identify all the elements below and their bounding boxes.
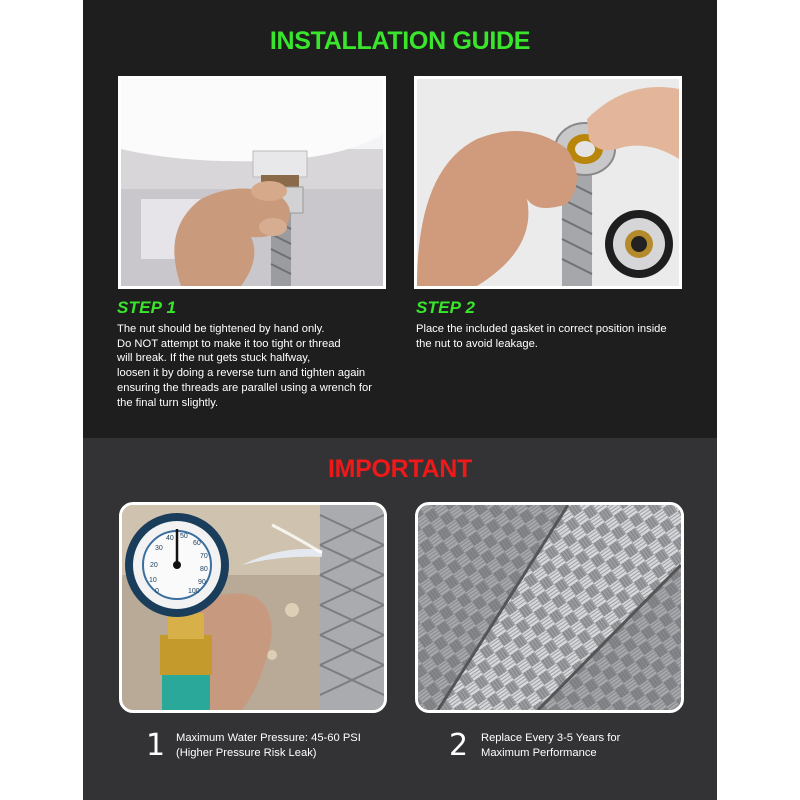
step1-line: loosen it by doing a reverse turn and tighten again <box>117 367 366 380</box>
step1-line: ensuring the threads are parallel using a wrench for <box>117 381 372 394</box>
step1-line: will break. If the nut gets stuck halfway, <box>117 352 311 365</box>
step2-description <box>416 322 667 351</box>
gauge-label: 50 <box>180 533 188 540</box>
installation-guide-heading: INSTALLATION GUIDE <box>269 27 531 55</box>
gauge-label: 10 <box>149 577 157 584</box>
note1-number: 1 <box>146 728 166 763</box>
gauge-label: 60 <box>193 540 201 547</box>
gauge-label: 70 <box>200 553 208 560</box>
step1-line: Do NOT attempt to make it too tight or thread <box>117 337 341 350</box>
braided-hose-photo <box>415 502 684 713</box>
step1-photo <box>118 76 386 289</box>
note1-text <box>176 731 361 760</box>
gauge-scale-labels <box>122 505 384 710</box>
step1-line: The nut should be tightened by hand only. <box>117 323 325 335</box>
note1-line: (Higher Pressure Risk Leak) <box>176 746 317 759</box>
gauge-label: 100 <box>188 588 200 595</box>
gauge-label: 90 <box>198 579 206 586</box>
step2-title: STEP 2 <box>416 298 476 317</box>
gauge-label: 40 <box>166 535 174 542</box>
gauge-label: 0 <box>155 588 159 595</box>
step2-line: Place the included gasket in correct position inside <box>416 323 667 335</box>
gauge-label: 20 <box>150 562 158 569</box>
step2-photo <box>414 76 682 289</box>
note2-text <box>481 731 620 760</box>
note2-number: 2 <box>449 728 469 763</box>
note2-line: Maximum Performance <box>481 746 597 759</box>
note2-line: Replace Every 3-5 Years for <box>481 732 621 744</box>
pressure-gauge-photo <box>119 502 387 713</box>
step1-line: the final turn slightly. <box>117 396 219 409</box>
step1-description <box>117 322 372 410</box>
step2-line: the nut to avoid leakage. <box>416 337 538 350</box>
gauge-label: 30 <box>155 545 163 552</box>
important-heading: IMPORTANT <box>327 455 473 483</box>
note1-line: Maximum Water Pressure: 45-60 PSI <box>176 732 361 744</box>
gauge-label: 80 <box>200 566 208 573</box>
step1-title: STEP 1 <box>117 298 177 317</box>
